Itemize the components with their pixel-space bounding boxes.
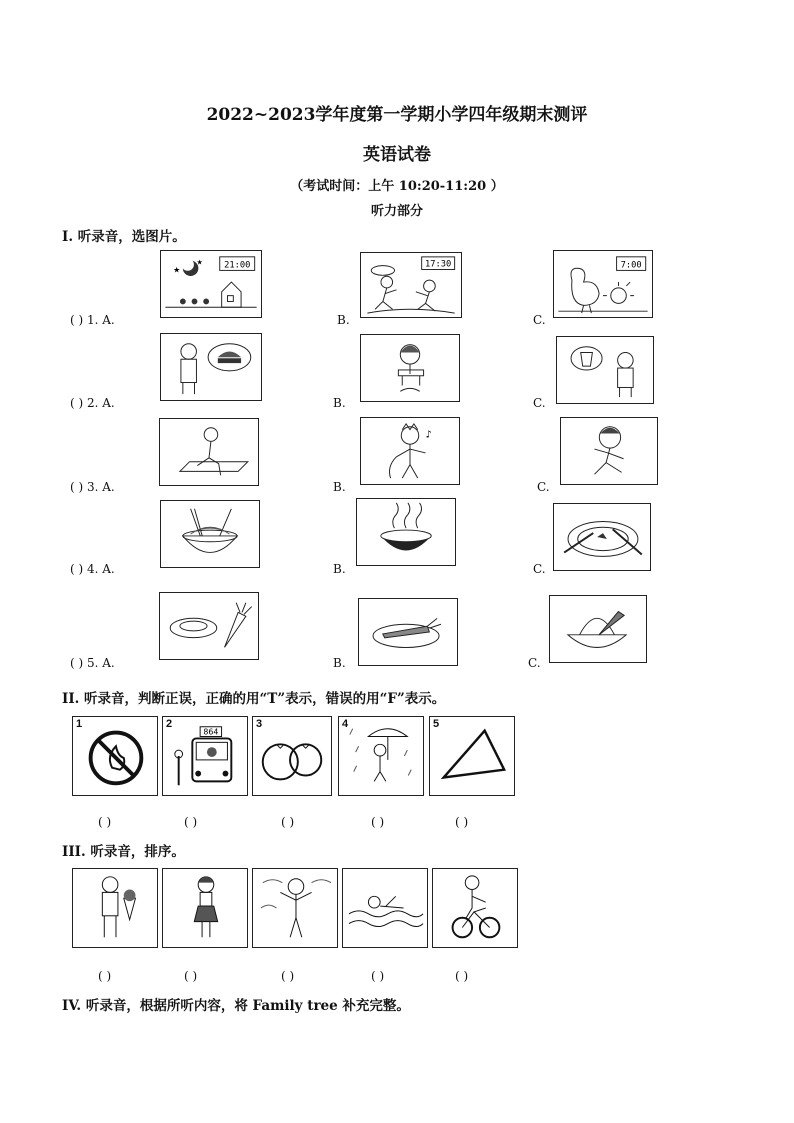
- s2-picture-2-bus[interactable]: [162, 716, 248, 796]
- s3-answer-5[interactable]: ( ): [455, 969, 469, 983]
- s2-number-4: 4: [342, 718, 349, 730]
- q1-option-c-rooster-image[interactable]: [553, 250, 653, 318]
- q5-option-c-basket-image[interactable]: [549, 595, 647, 663]
- q1-option-b-kids-image[interactable]: [360, 252, 462, 318]
- q2-option-b-girl-image[interactable]: [360, 334, 460, 402]
- q2-label: ( ) 2. A.: [70, 396, 115, 410]
- clock-text-a: 21:00: [224, 260, 251, 271]
- s2-answer-4[interactable]: ( ): [371, 815, 385, 829]
- section-3-heading: III. 听录音，排序。: [62, 844, 185, 860]
- q4-label: ( ) 4. A.: [70, 562, 115, 576]
- q2-option-a-hamburger-image[interactable]: [160, 333, 262, 401]
- q3-label: ( ) 3. A.: [70, 480, 115, 494]
- q3-option-c-running-image[interactable]: [560, 417, 658, 485]
- page-subtitle: 英语试卷: [363, 145, 431, 165]
- q1-option-b-label: B.: [337, 313, 350, 327]
- s2-picture-1-no-fire[interactable]: [72, 716, 158, 796]
- s3-picture-4-swimming[interactable]: [342, 868, 428, 948]
- q1-option-c-label: C.: [533, 313, 546, 327]
- svg-text:♪: ♪: [425, 429, 432, 441]
- q1-label: ( ) 1. A.: [70, 313, 115, 327]
- s3-picture-1-boy-ice-cream[interactable]: [72, 868, 158, 948]
- s2-picture-5-triangle[interactable]: [429, 716, 515, 796]
- part-label: 听力部分: [370, 204, 423, 219]
- q4-option-a-noodles-image[interactable]: [160, 500, 260, 568]
- q1-option-a-night-image[interactable]: [160, 250, 262, 318]
- s2-answer-5[interactable]: ( ): [455, 815, 469, 829]
- s2-number-5: 5: [433, 718, 440, 730]
- exam-time: （考试时间：上午 10:20-11:20 ）: [290, 179, 504, 194]
- s3-answer-2[interactable]: ( ): [184, 969, 198, 983]
- q4-option-b-rice-image[interactable]: [356, 498, 456, 566]
- s2-picture-4-rain-girl[interactable]: [338, 716, 424, 796]
- q2-option-c-label: C.: [533, 396, 546, 410]
- svg-text:★: ★: [196, 258, 203, 267]
- q5-label: ( ) 5. A.: [70, 656, 115, 670]
- svg-text:17:30: 17:30: [425, 259, 452, 270]
- q3-option-b-label: B.: [333, 480, 346, 494]
- s2-number-1: 1: [76, 718, 83, 730]
- section-2-heading: II. 听录音，判断正误，正确的用“T”表示，错误的用“F”表示。: [62, 691, 446, 707]
- s3-answer-4[interactable]: ( ): [371, 969, 385, 983]
- s2-answer-2[interactable]: ( ): [184, 815, 198, 829]
- section-1-heading: I. 听录音，选图片。: [62, 229, 186, 245]
- s2-answer-1[interactable]: ( ): [98, 815, 112, 829]
- q4-option-b-label: B.: [333, 562, 346, 576]
- s3-answer-3[interactable]: ( ): [281, 969, 295, 983]
- q5-option-b-label: B.: [333, 656, 346, 670]
- s3-picture-2-girl-skirt[interactable]: [162, 868, 248, 948]
- q4-option-c-plate-image[interactable]: [553, 503, 651, 571]
- s2-answer-3[interactable]: ( ): [281, 815, 295, 829]
- q5-option-b-carrots-plate-image[interactable]: [358, 598, 458, 666]
- q2-option-c-juice-image[interactable]: [556, 336, 654, 404]
- q2-option-b-label: B.: [333, 396, 346, 410]
- bus-number: 864: [203, 727, 219, 737]
- q4-option-c-label: C.: [533, 562, 546, 576]
- svg-text:7:00: 7:00: [620, 260, 642, 271]
- q5-option-c-label: C.: [528, 656, 541, 670]
- s2-number-3: 3: [256, 718, 263, 730]
- q3-option-a-sitting-image[interactable]: [159, 418, 259, 486]
- s3-picture-5-cycling[interactable]: [432, 868, 518, 948]
- page-title: 2022~2023学年度第一学期小学四年级期末测评: [206, 105, 588, 125]
- q3-option-c-label: C.: [537, 480, 550, 494]
- s2-number-2: 2: [166, 718, 173, 730]
- s3-picture-3-windy-boy[interactable]: [252, 868, 338, 948]
- section-4-heading: IV. 听录音，根据所听内容，将 Family tree 补充完整。: [62, 998, 410, 1014]
- q3-option-b-singing-image[interactable]: [360, 417, 460, 485]
- svg-text:★: ★: [173, 265, 181, 275]
- q5-option-a-plate-carrot-image[interactable]: [159, 592, 259, 660]
- s2-picture-3-tomatoes[interactable]: [252, 716, 332, 796]
- s3-answer-1[interactable]: ( ): [98, 969, 112, 983]
